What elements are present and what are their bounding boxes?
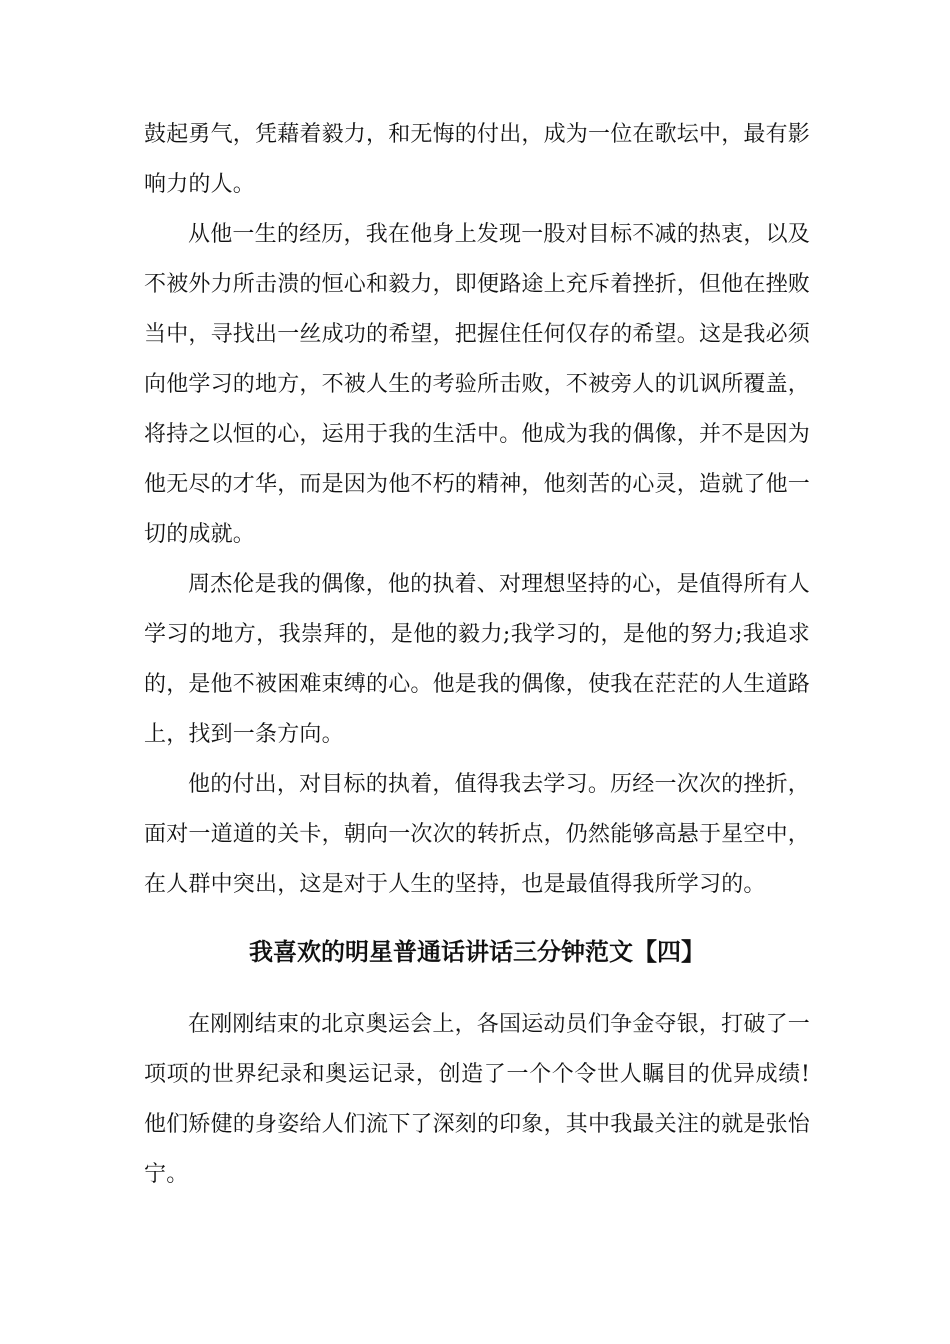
paragraph-3: 周杰伦是我的偶像，他的执着、对理想坚持的心，是值得所有人学习的地方，我崇拜的，是他的毅力;我学习的，是他的努力;我追求的，是他不被困难束缚的心。他是我的偶像，使我在茫茫的人生道路上，找到一条方向。 — [144, 572, 811, 747]
document-body — [144, 110, 810, 1200]
paragraph-2: 从他一生的经历，我在他身上发现一股对目标不减的热衷，以及不被外力所击溃的恒心和毅力，即便路途上充斥着挫折，但他在挫败当中，寻找出一丝成功的希望，把握住任何仅存的希望。这是我必须向他学习的地方，不被人生的考验所击败，不被旁人的讥讽所覆盖，将持之以恒的心，运用于我的生活中。他成为我的偶像，并不是因为他无尽的才华，而是因为他不朽的精神，他刻苦的心灵，造就了他一切的成就。 — [144, 222, 811, 547]
paragraph-1: 鼓起勇气，凭藉着毅力，和无悔的付出，成为一位在歌坛中，最有影响力的人。 — [144, 122, 811, 197]
paragraph-5: 在刚刚结束的北京奥运会上，各国运动员们争金夺银，打破了一项项的世界纪录和奥运记录，创造了一个个令世人瞩目的优异成绩!他们矫健的身姿给人们流下了深刻的印象，其中我最关注的就是张怡宁。 — [144, 1012, 811, 1187]
section-heading: 我喜欢的明星普通话讲话三分钟范文【四】 — [249, 938, 705, 966]
paragraph-4: 他的付出，对目标的执着，值得我去学习。历经一次次的挫折，面对一道道的关卡，朝向一次次的转折点，仍然能够高悬于星空中，在人群中突出，这是对于人生的坚持，也是最值得我所学习的。 — [144, 772, 811, 897]
